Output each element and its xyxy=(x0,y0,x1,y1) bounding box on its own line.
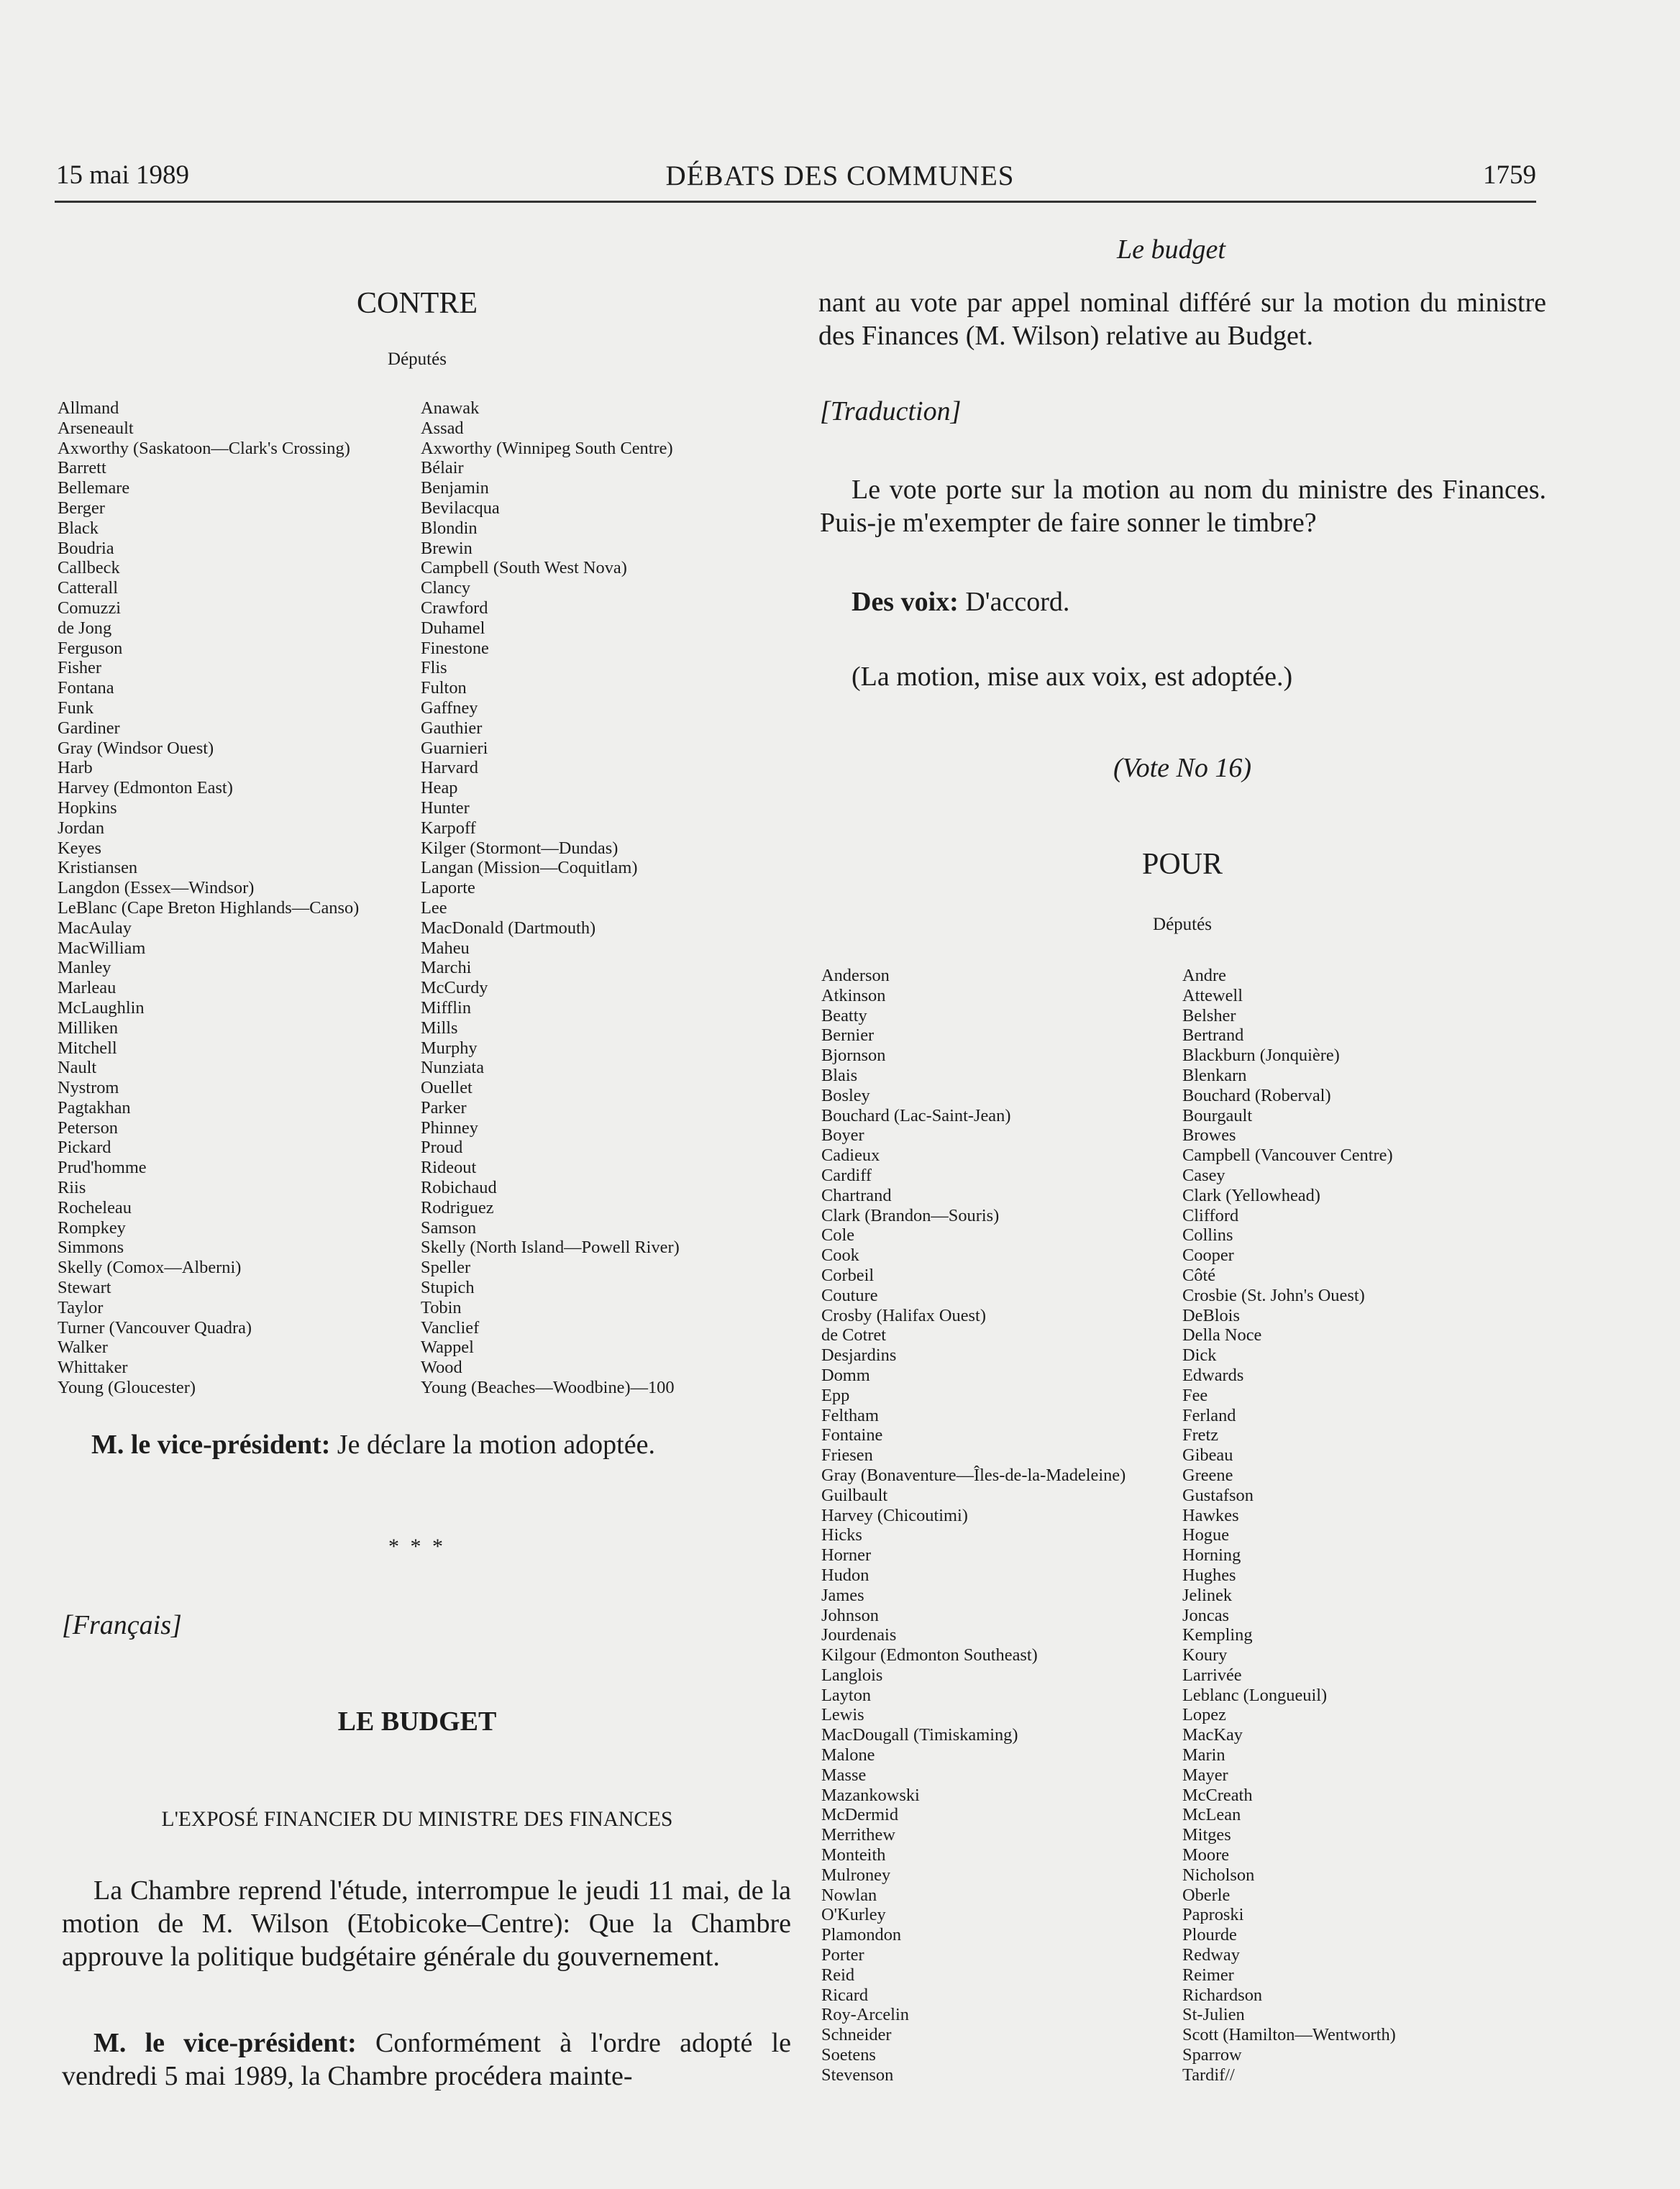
member-name: Domm xyxy=(821,1365,870,1385)
contre-heading: CONTRE xyxy=(357,287,478,320)
language-tag-traduction: [Traduction] xyxy=(820,396,962,426)
member-name: Boyer xyxy=(821,1125,864,1146)
member-name: Riis xyxy=(58,1178,86,1198)
member-name: Callbeck xyxy=(58,558,120,578)
member-name: Malone xyxy=(821,1745,875,1765)
member-name: Cook xyxy=(821,1246,859,1266)
member-name: Greene xyxy=(1182,1465,1233,1485)
member-name: Langlois xyxy=(821,1665,883,1685)
member-name: Crosby (Halifax Ouest) xyxy=(821,1305,986,1325)
member-name: Kilgour (Edmonton Southeast) xyxy=(821,1645,1038,1665)
member-name: Stevenson xyxy=(821,2065,894,2085)
member-name: Bernier xyxy=(821,1025,875,1046)
member-name: Laporte xyxy=(421,878,475,898)
member-name: Gibeau xyxy=(1182,1445,1233,1466)
section-separator: * * * xyxy=(388,1535,446,1558)
member-name: Fulton xyxy=(421,678,467,698)
member-name: Gaffney xyxy=(421,698,478,718)
member-name: Clark (Brandon—Souris) xyxy=(821,1205,1000,1225)
member-name: MacWilliam xyxy=(58,938,146,958)
member-name: Harvey (Chicoutimi) xyxy=(821,1505,968,1525)
member-name: Stupich xyxy=(421,1278,475,1298)
member-name: McDermid xyxy=(821,1805,899,1825)
member-name: Axworthy (Winnipeg South Centre) xyxy=(421,438,673,458)
pour-subheading: Députés xyxy=(1153,915,1212,934)
member-name: Lewis xyxy=(821,1705,864,1725)
member-name: Cole xyxy=(821,1225,855,1246)
member-name: Blais xyxy=(821,1065,858,1085)
member-name: Harvey (Edmonton East) xyxy=(58,778,233,798)
member-name: Samson xyxy=(421,1217,477,1238)
member-name: DeBlois xyxy=(1182,1305,1240,1325)
member-name: Turner (Vancouver Quadra) xyxy=(58,1317,252,1338)
statement-text: D'accord. xyxy=(958,587,1070,617)
member-name: Guarnieri xyxy=(421,738,488,758)
pour-names-column-1 xyxy=(821,966,1126,2085)
header-rule xyxy=(55,201,1536,203)
member-name: Hogue xyxy=(1182,1525,1230,1545)
member-name: Clifford xyxy=(1182,1205,1239,1225)
member-name: Gauthier xyxy=(421,718,483,738)
member-name: Hudon xyxy=(821,1565,869,1585)
member-name: James xyxy=(821,1585,864,1605)
member-name: Rocheleau xyxy=(58,1197,132,1217)
member-name: Whittaker xyxy=(58,1358,128,1378)
member-name: Fisher xyxy=(58,658,101,678)
member-name: Ouellet xyxy=(421,1078,472,1098)
member-name: Speller xyxy=(421,1258,471,1278)
header-date: 15 mai 1989 xyxy=(56,160,189,190)
member-name: Monteith xyxy=(821,1845,886,1865)
member-name: Langan (Mission—Coquitlam) xyxy=(421,858,638,878)
member-name: McCreath xyxy=(1182,1785,1253,1805)
member-name: Mitges xyxy=(1182,1825,1231,1845)
member-name: Parker xyxy=(421,1097,467,1118)
vp-statement-2 xyxy=(62,2026,791,2093)
member-name: Ferguson xyxy=(58,638,123,658)
member-name: Plourde xyxy=(1182,1925,1237,1945)
member-name: Bourgault xyxy=(1182,1105,1253,1125)
member-name: Gardiner xyxy=(58,718,120,738)
member-name: McCurdy xyxy=(421,978,488,998)
member-name: MacAulay xyxy=(58,918,132,938)
member-name: Merrithew xyxy=(821,1825,895,1845)
member-name: Axworthy (Saskatoon—Clark's Crossing) xyxy=(58,438,350,458)
member-name: Feltham xyxy=(821,1405,879,1425)
page-number: 1759 xyxy=(1483,160,1536,190)
member-name: Milliken xyxy=(58,1018,119,1038)
member-name: Hunter xyxy=(421,798,470,818)
member-name: Catterall xyxy=(58,578,118,598)
member-name: Crawford xyxy=(421,598,488,618)
member-name: Black xyxy=(58,518,99,538)
member-name: Tobin xyxy=(421,1297,462,1317)
member-name: Heap xyxy=(421,778,458,798)
language-tag-francais: [Français] xyxy=(62,1610,182,1640)
member-name: Nault xyxy=(58,1058,97,1078)
member-name: Casey xyxy=(1182,1165,1225,1185)
member-name: Gray (Windsor Ouest) xyxy=(58,738,214,758)
member-name: Assad xyxy=(421,418,464,438)
member-name: Taylor xyxy=(58,1297,104,1317)
member-name: Reimer xyxy=(1182,1965,1234,1985)
member-name: Fontana xyxy=(58,678,114,698)
member-name: Edwards xyxy=(1182,1365,1244,1385)
member-name: Chartrand xyxy=(821,1185,892,1205)
vote-motion-paragraph: Le vote porte sur la motion au nom du ministre des Finances. Puis-je m'exempter de faire sonner le timbre? xyxy=(820,475,1546,538)
member-name: Andre xyxy=(1182,966,1226,985)
member-name: Fretz xyxy=(1182,1425,1219,1445)
member-name: Peterson xyxy=(58,1118,118,1138)
member-name: Côté xyxy=(1182,1265,1216,1285)
member-name: O'Kurley xyxy=(821,1905,886,1925)
budget-subheading: L'EXPOSÉ FINANCIER DU MINISTRE DES FINANCES xyxy=(161,1808,673,1831)
member-name: Bjornson xyxy=(821,1046,886,1066)
member-name: Berger xyxy=(58,498,105,518)
member-name: MacKay xyxy=(1182,1725,1243,1745)
speaker-name: M. le vice-président: xyxy=(91,1430,331,1460)
member-name: Marleau xyxy=(58,978,117,998)
member-name: Kempling xyxy=(1182,1625,1253,1645)
member-name: Moore xyxy=(1182,1845,1230,1865)
member-name: Kilger (Stormont—Dundas) xyxy=(421,838,618,858)
member-name: Proud xyxy=(421,1138,463,1158)
member-name: Paproski xyxy=(1182,1905,1244,1925)
member-name: LeBlanc (Cape Breton Highlands—Canso) xyxy=(58,897,360,918)
member-name: St-Julien xyxy=(1182,2005,1245,2025)
member-name: Wappel xyxy=(421,1338,474,1358)
member-name: Soetens xyxy=(821,2045,876,2065)
member-name: Mulroney xyxy=(821,1865,891,1885)
member-name: Leblanc (Longueuil) xyxy=(1182,1685,1328,1705)
member-name: Arseneault xyxy=(58,418,134,438)
member-name: MacDougall (Timiskaming) xyxy=(821,1725,1018,1745)
member-name: Bélair xyxy=(421,458,464,478)
member-name: Cooper xyxy=(1182,1246,1234,1266)
member-name: Campbell (Vancouver Centre) xyxy=(1182,1146,1393,1166)
budget-heading: LE BUDGET xyxy=(337,1706,497,1737)
member-name: Blondin xyxy=(421,518,478,538)
member-name: Lee xyxy=(421,897,447,918)
member-name: Flis xyxy=(421,658,447,678)
member-name: Tardif// xyxy=(1182,2065,1235,2085)
motion-adopted-note: (La motion, mise aux voix, est adoptée.) xyxy=(852,662,1293,692)
member-name: Plamondon xyxy=(821,1925,902,1945)
member-name: Vanclief xyxy=(421,1317,480,1338)
member-name: Atkinson xyxy=(821,985,886,1005)
member-name: Horner xyxy=(821,1545,872,1566)
member-name: Finestone xyxy=(421,638,489,658)
member-name: Ricard xyxy=(821,1985,869,2005)
member-name: Pickard xyxy=(58,1138,111,1158)
member-name: Couture xyxy=(821,1285,878,1305)
member-name: Mitchell xyxy=(58,1038,117,1058)
resumption-paragraph: La Chambre reprend l'étude, interrompue le jeudi 11 mai, de la motion de M. Wilson (Etobicoke–Centre): Que la Chambre approuve la politique budgétaire générale du gouvernement. xyxy=(62,1875,791,1972)
member-name: MacDonald (Dartmouth) xyxy=(421,918,596,938)
member-name: Attewell xyxy=(1182,985,1243,1005)
member-name: Schneider xyxy=(821,2025,892,2045)
vote-continuation-paragraph: nant au vote par appel nominal différé sur la motion du ministre des Finances (M. Wilson) relative au Budget. xyxy=(818,288,1546,351)
member-name: Wood xyxy=(421,1358,462,1378)
member-name: Robichaud xyxy=(421,1178,497,1198)
member-name: Della Noce xyxy=(1182,1325,1262,1345)
vp-statement-1 xyxy=(91,1428,782,1461)
contre-names-column-1 xyxy=(58,398,359,1398)
member-name: Marchi xyxy=(421,958,472,978)
member-name: Scott (Hamilton—Wentworth) xyxy=(1182,2025,1396,2045)
member-name: Crosbie (St. John's Ouest) xyxy=(1182,1285,1365,1305)
member-name: Simmons xyxy=(58,1238,124,1258)
member-name: Campbell (South West Nova) xyxy=(421,558,627,578)
member-name: Bouchard (Roberval) xyxy=(1182,1085,1331,1105)
member-name: Hicks xyxy=(821,1525,862,1545)
member-name: Murphy xyxy=(421,1038,478,1058)
member-name: Hughes xyxy=(1182,1565,1236,1585)
member-name: Gray (Bonaventure—Îles-de-la-Madeleine) xyxy=(821,1465,1126,1485)
member-name: Bosley xyxy=(821,1085,870,1105)
member-name: Redway xyxy=(1182,1945,1240,1965)
member-name: Belsher xyxy=(1182,1005,1236,1025)
pour-names-column-2 xyxy=(1182,966,1396,2085)
member-name: Bouchard (Lac-Saint-Jean) xyxy=(821,1105,1011,1125)
member-name: Duhamel xyxy=(421,618,485,638)
member-name: Oberle xyxy=(1182,1885,1231,1905)
member-name: Brewin xyxy=(421,538,472,558)
member-name: Langdon (Essex—Windsor) xyxy=(58,878,255,898)
member-name: McLaughlin xyxy=(58,997,145,1018)
member-name: Friesen xyxy=(821,1445,873,1466)
member-name: Mills xyxy=(421,1018,458,1038)
member-name: Fontaine xyxy=(821,1425,883,1445)
member-name: Comuzzi xyxy=(58,598,122,618)
language-tag-text: Français xyxy=(72,1610,172,1640)
member-name: Johnson xyxy=(821,1605,879,1625)
member-name: Bellemare xyxy=(58,478,130,498)
member-name: Pagtakhan xyxy=(58,1097,131,1118)
running-head: Le budget xyxy=(1117,234,1225,265)
member-name: Kristiansen xyxy=(58,858,138,878)
member-name: Keyes xyxy=(58,838,101,858)
member-name: Mifflin xyxy=(421,997,472,1018)
voices-statement xyxy=(852,585,1069,618)
member-name: Rideout xyxy=(421,1158,477,1178)
member-name: Blenkarn xyxy=(1182,1065,1247,1085)
member-name: Reid xyxy=(821,1965,855,1985)
member-name: Larrivée xyxy=(1182,1665,1242,1685)
member-name: Cadieux xyxy=(821,1146,880,1166)
member-name: Benjamin xyxy=(421,478,489,498)
member-name: Bevilacqua xyxy=(421,498,500,518)
member-name: Young (Gloucester) xyxy=(58,1378,196,1398)
member-name: Harb xyxy=(58,758,93,778)
member-name: Collins xyxy=(1182,1225,1233,1246)
member-name: Corbeil xyxy=(821,1265,875,1285)
member-name: Masse xyxy=(821,1765,867,1785)
member-name: Rompkey xyxy=(58,1217,126,1238)
member-name: Maheu xyxy=(421,938,470,958)
member-name: Roy-Arcelin xyxy=(821,2005,909,2025)
member-name: Clark (Yellowhead) xyxy=(1182,1185,1320,1205)
member-name: Boudria xyxy=(58,538,114,558)
member-name: Ferland xyxy=(1182,1405,1236,1425)
member-name: Nowlan xyxy=(821,1885,877,1905)
contre-names-column-2 xyxy=(421,398,680,1398)
member-name: Lopez xyxy=(1182,1705,1226,1725)
statement-text: Conformément à l'ordre adopté le vendredi 5 mai 1989, la Chambre procédera mainte- xyxy=(62,2028,792,2091)
member-name: Jordan xyxy=(58,818,105,838)
member-name: Stewart xyxy=(58,1278,111,1298)
member-name: Blackburn (Jonquière) xyxy=(1182,1046,1340,1066)
statement-text: Je déclare la motion adoptée. xyxy=(330,1430,655,1460)
member-name: Phinney xyxy=(421,1118,478,1138)
member-name: Guilbault xyxy=(821,1485,888,1505)
member-name: Cardiff xyxy=(821,1165,872,1185)
member-name: Epp xyxy=(821,1385,850,1405)
member-name: Fee xyxy=(1182,1385,1208,1405)
member-name: Hopkins xyxy=(58,798,117,818)
member-name: Clancy xyxy=(421,578,471,598)
member-name: Jelinek xyxy=(1182,1585,1233,1605)
member-name: McLean xyxy=(1182,1805,1241,1825)
speaker-name: M. le vice-président: xyxy=(93,2028,357,2058)
member-name: Horning xyxy=(1182,1545,1241,1566)
member-name: Prud'homme xyxy=(58,1158,147,1178)
member-name: Harvard xyxy=(421,758,478,778)
vote-number-label: (Vote No 16) xyxy=(1113,753,1252,783)
member-name: Koury xyxy=(1182,1645,1228,1665)
member-name: Funk xyxy=(58,698,94,718)
member-name: Sparrow xyxy=(1182,2045,1242,2065)
member-name: Desjardins xyxy=(821,1345,897,1366)
member-name: de Cotret xyxy=(821,1325,887,1345)
contre-subheading: Députés xyxy=(388,349,447,369)
member-name: Skelly (North Island—Powell River) xyxy=(421,1238,680,1258)
member-name: Mazankowski xyxy=(821,1785,920,1805)
member-name: Nicholson xyxy=(1182,1865,1255,1885)
language-tag-text: Traduction xyxy=(830,396,951,426)
member-name: Karpoff xyxy=(421,818,476,838)
member-name: Nystrom xyxy=(58,1078,119,1098)
member-name: Nunziata xyxy=(421,1058,485,1078)
member-name: Manley xyxy=(58,958,111,978)
member-name: Marin xyxy=(1182,1745,1225,1765)
member-name: Walker xyxy=(58,1338,108,1358)
member-name: Joncas xyxy=(1182,1605,1230,1625)
member-name: Richardson xyxy=(1182,1985,1263,2005)
member-name: Porter xyxy=(821,1945,864,1965)
header-title: DÉBATS DES COMMUNES xyxy=(665,160,1015,191)
speaker-name: Des voix: xyxy=(852,587,959,617)
member-name: Beatty xyxy=(821,1005,867,1025)
member-name: Bertrand xyxy=(1182,1025,1244,1046)
member-name: Dick xyxy=(1182,1345,1217,1366)
member-name: Mayer xyxy=(1182,1765,1228,1785)
pour-heading: POUR xyxy=(1141,848,1223,881)
member-name: Barrett xyxy=(58,458,106,478)
member-name: Browes xyxy=(1182,1125,1236,1146)
member-name: Young (Beaches—Woodbine)—100 xyxy=(421,1378,675,1398)
member-name: Rodriguez xyxy=(421,1197,494,1217)
member-name: Anderson xyxy=(821,966,890,985)
member-name: Skelly (Comox—Alberni) xyxy=(58,1258,242,1278)
member-name: de Jong xyxy=(58,618,112,638)
member-name: Layton xyxy=(821,1685,872,1705)
member-name: Allmand xyxy=(58,398,119,418)
member-name: Jourdenais xyxy=(821,1625,897,1645)
member-name: Gustafson xyxy=(1182,1485,1254,1505)
member-name: Anawak xyxy=(421,398,480,418)
member-name: Hawkes xyxy=(1182,1505,1239,1525)
